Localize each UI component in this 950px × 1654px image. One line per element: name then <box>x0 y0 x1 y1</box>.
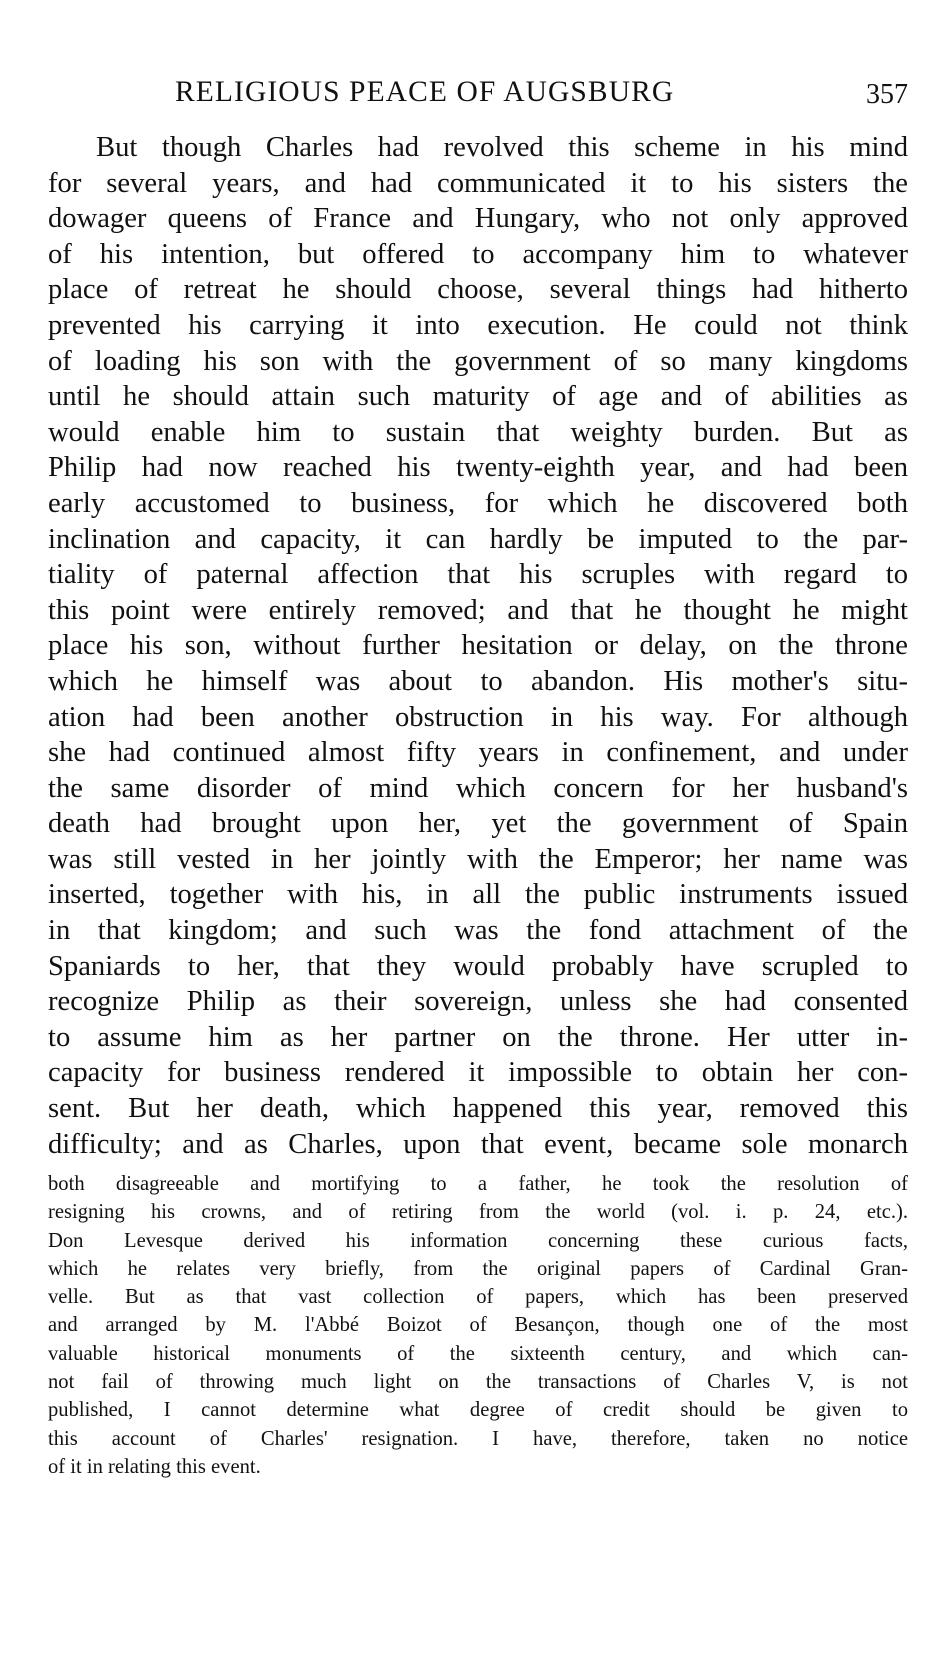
footnote-line: this account of Charles' resignation. I have, therefore, taken no notice <box>48 1427 908 1450</box>
footnote-line: both disagreeable and mortifying to a father, he took the resolution of <box>48 1173 908 1195</box>
body-line: to assume him as her partner on the throne. Her utter in- <box>48 1021 908 1053</box>
footnote-line: of it in relating this event. <box>48 1455 261 1478</box>
body-line: death had brought upon her, yet the government of Spain <box>48 808 908 840</box>
body-line: capacity for business rendered it impossible to obtain her con- <box>48 1057 908 1089</box>
body-line: Philip had now reached his twenty-eighth year, and had been <box>48 452 908 484</box>
footnote-line: which he relates very briefly, from the original papers of Cardinal Gran- <box>48 1257 908 1280</box>
body-line: difficulty; and as Charles, upon that event, became sole monarch <box>48 1128 908 1160</box>
body-line: place his son, without further hesitation or delay, on the throne <box>48 630 908 662</box>
body-line: ation had been another obstruction in his way. For although <box>48 701 908 733</box>
body-line: in that kingdom; and such was the fond attachment of the <box>48 915 908 947</box>
body-line: for several years, and had communicated it to his sisters the <box>48 167 908 199</box>
running-title: RELIGIOUS PEACE OF AUGSBURG <box>175 76 675 108</box>
body-line: this point were entirely removed; and that he thought he might <box>48 594 908 626</box>
body-line: prevented his carrying it into execution. He could not think <box>48 309 908 341</box>
body-line: tiality of paternal affection that his scruples with regard to <box>48 559 908 591</box>
body-line: was still vested in her jointly with the Emperor; her name was <box>48 843 908 875</box>
body-line: until he should attain such maturity of age and of abilities as <box>48 381 908 413</box>
footnote-line: published, I cannot determine what degree of credit should be given to <box>48 1399 908 1422</box>
footnote-line: Don Levesque derived his information concerning these curious facts, <box>48 1229 908 1252</box>
body-line: sent. But her death, which happened this year, removed this <box>48 1093 908 1125</box>
footnote-line: resigning his crowns, and of retiring from the world (vol. i. p. 24, etc.). <box>48 1201 908 1224</box>
body-line: early accustomed to business, for which he discovered both <box>48 487 908 519</box>
body-line: Spaniards to her, that they would probably have scrupled to <box>48 950 908 982</box>
footnote-line: not fail of throwing much light on the transactions of Charles V, is not <box>48 1371 908 1394</box>
body-line: recognize Philip as their sovereign, unless she had consented <box>48 986 908 1018</box>
body-line: of his intention, but offered to accompany him to whatever <box>48 238 908 270</box>
page-header <box>48 76 908 116</box>
body-line: place of retreat he should choose, several things had hitherto <box>48 274 908 306</box>
body-line: she had continued almost fifty years in confinement, and under <box>48 737 908 769</box>
footnote <box>48 1170 908 1481</box>
body-line: But though Charles had revolved this scheme in his mind <box>96 132 908 163</box>
footnote-line: and arranged by M. l'Abbé Boizot of Besançon, though one of the most <box>48 1314 908 1337</box>
body-line: inclination and capacity, it can hardly be imputed to the par- <box>48 523 908 555</box>
body-line: the same disorder of mind which concern for her husband's <box>48 772 908 804</box>
main-text <box>48 130 908 1162</box>
page-number: 357 <box>866 79 908 110</box>
body-line: inserted, together with his, in all the public instruments issued <box>48 879 908 911</box>
footnote-line: velle. But as that vast collection of papers, which has been preserved <box>48 1286 908 1309</box>
body-line: of loading his son with the government of so many kingdoms <box>48 345 908 377</box>
body-line: which he himself was about to abandon. His mother's situ- <box>48 665 908 697</box>
body-line: dowager queens of France and Hungary, who not only approved <box>48 203 908 235</box>
body-line: would enable him to sustain that weighty burden. But as <box>48 416 908 448</box>
footnote-line: valuable historical monuments of the sixteenth century, and which can- <box>48 1342 908 1365</box>
